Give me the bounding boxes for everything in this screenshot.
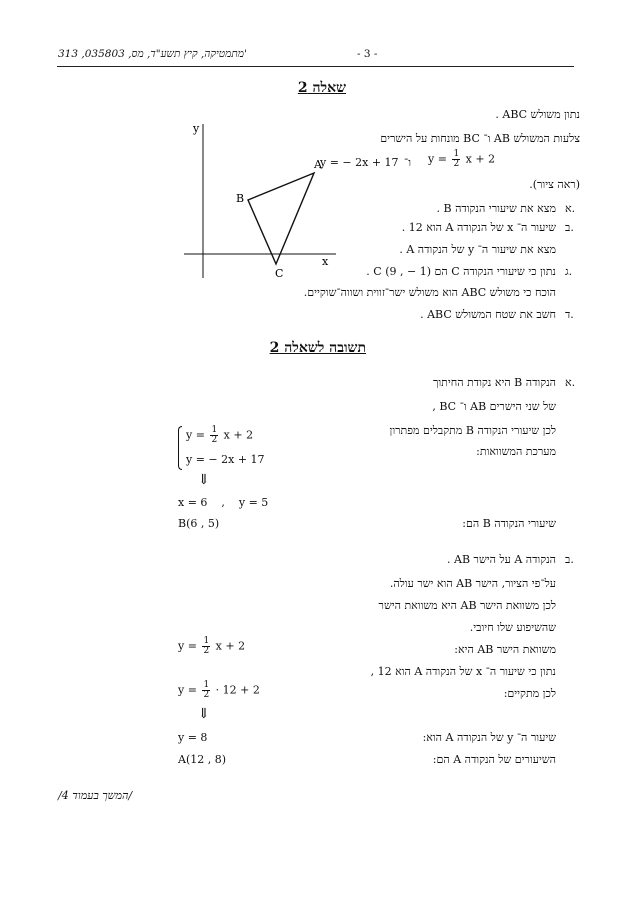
- question-intro-3: (ראה ציור).: [529, 178, 580, 191]
- answer-b-line-2: על־פי הציור, הישר AB הוא ישר עולה.: [389, 577, 556, 590]
- answer-a-line-3: לכן שיעורי הנקודה B מתקבלים מפתרון: [389, 424, 556, 437]
- system-brace: [178, 426, 182, 470]
- part-b-text-2: מצא את שיעור ה־ y של הנקודה A .: [399, 243, 556, 256]
- answer-a-result: B(6 , 5): [178, 517, 220, 530]
- answer-a-label: א.: [565, 376, 576, 389]
- answer-title: תשובה לשאלה 2: [269, 340, 366, 356]
- system-solution: x = 6 , y = 5: [178, 496, 269, 509]
- page-number: - 3 -: [357, 48, 378, 60]
- answer-b-given: נתון כי שיעור ה־ x של הנקודה A הוא 12 ,: [370, 665, 556, 678]
- answer-b-equation: y = $\frac{1}{2}$ x + 2: [178, 636, 246, 656]
- part-c-text-1: נתון כי שיעורי הנקודה C הם (1 − , 9) C .: [366, 265, 556, 278]
- answer-b-line-3: לכן משוואת הישר AB היא משוואת הישר: [378, 599, 556, 612]
- header-exam-info: 313 ,035803 ,מתמטיקה, קיץ תשע"ד, מס': [58, 48, 247, 60]
- part-b-label: ב.: [565, 221, 574, 234]
- answer-a-line-1: הנקודה B היא נקודת החיתוך: [432, 376, 556, 389]
- answer-a-line-4: מערכת המשוואות:: [476, 445, 556, 458]
- line-equation-2: y = $\frac{1}{2}$ x + 2: [428, 149, 496, 169]
- answer-b-substitution: y = $\frac{1}{2}$ · 12 + 2: [178, 680, 260, 700]
- point-c-label: C: [275, 267, 284, 280]
- question-intro-1: נתון משולש ABC .: [495, 108, 580, 121]
- answer-a-result-label: שיעורי הנקודה B הם:: [462, 517, 556, 530]
- answer-b-sub-label: לכן מתקיים:: [503, 687, 556, 700]
- part-d-label: ד.: [565, 308, 574, 321]
- line-equation-1: y = − 2x + 17: [320, 156, 399, 169]
- answer-b-line-4: שהשיפוע שלו חיובי.: [469, 621, 556, 634]
- part-c-label: ג.: [565, 265, 573, 278]
- y-axis-label: y: [193, 122, 200, 135]
- implies-arrow: ⇓: [198, 472, 210, 488]
- answer-a-line-2: של שני הישרים AB ו־ BC ,: [432, 400, 556, 413]
- answer-b-coords: A(12 , 8): [178, 753, 227, 766]
- answer-b-y-label: שיעור ה־ y של הנקודה A הוא:: [422, 731, 556, 744]
- answer-b-coords-label: השיעורים של הנקודה A הם:: [432, 753, 556, 766]
- answer-b-line-1: הנקודה A על הישר AB .: [447, 553, 556, 566]
- question-title: שאלה 2: [297, 80, 346, 96]
- part-a-label: א.: [565, 202, 576, 215]
- implies-arrow-2: ⇓: [198, 706, 210, 722]
- point-b-label: B: [236, 192, 245, 205]
- continued-note: /המשך בעמוד 4/: [58, 789, 133, 802]
- answer-b-y-value: y = 8: [178, 731, 208, 744]
- answer-b-eq-label: משוואת הישר AB היא:: [454, 643, 556, 656]
- part-d-text: חשב את שטח המשולש ABC .: [420, 308, 556, 321]
- triangle-figure: [176, 116, 346, 286]
- part-c-text-2: הוכח כי משולש ABC הוא משולש ישר־זווית ושווה־שוקיים.: [303, 286, 556, 299]
- x-axis-label: x: [322, 255, 329, 268]
- triangle-abc: [248, 173, 314, 264]
- part-b-text-1: שיעור ה־ x של הנקודה A הוא 12 .: [401, 221, 556, 234]
- part-a-text: מצא את שיעורי הנקודה B .: [436, 202, 556, 215]
- and-word: ו־: [404, 156, 412, 169]
- header-divider: [57, 66, 574, 67]
- fraction-half: $\frac{1}{2}$: [453, 149, 460, 169]
- system-equation-2: y = − 2x + 17: [186, 453, 265, 466]
- point-a-label: A: [314, 158, 322, 171]
- answer-b-label: ב.: [565, 553, 574, 566]
- question-intro-2: צלעות המשולש AB ו־ BC מונחות על הישרים: [380, 132, 580, 145]
- system-equation-1: y = $\frac{1}{2}$ x + 2: [186, 425, 254, 445]
